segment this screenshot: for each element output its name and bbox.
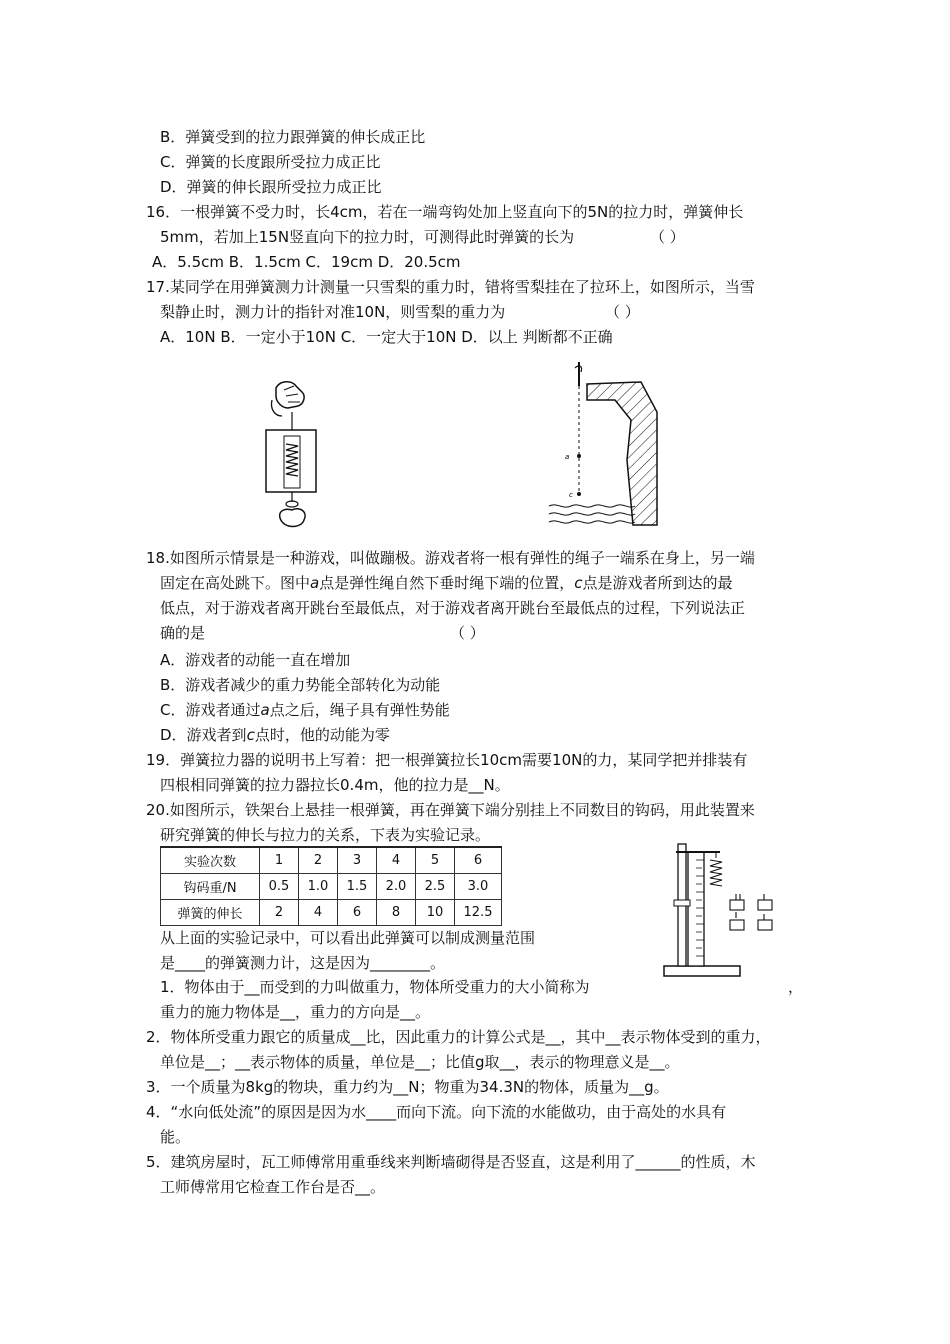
q18-option-a: A．游戏者的动能一直在增加 (160, 651, 351, 669)
fill-q5-line2: 工师傅常用它检查工作台是否__。 (160, 1178, 386, 1196)
q16-answer-bracket: （ ） (650, 228, 685, 246)
table-cell: 1.0 (299, 874, 338, 900)
q18-text-part3: 点是游戏者所到达的最 (582, 574, 733, 592)
table-cell: 0.5 (260, 874, 299, 900)
fill-q1-line1: 1．物体由于__而受到的力叫做重力，物体所受重力的大小简称为 (160, 978, 590, 996)
q20-stem-line2: 研究弹簧的伸长与拉力的关系，下表为实验记录。 (160, 826, 491, 844)
fill-q1-comma: ， (788, 978, 804, 996)
table-cell: 1.5 (338, 874, 377, 900)
q18-stem-line2 (160, 573, 733, 593)
table-cell: 5 (416, 847, 455, 874)
table-cell: 钩码重/N (161, 874, 260, 900)
fill-q2-line1: 2．物体所受重力跟它的质量成__比，因此重力的计算公式是__，其中__表示物体受到的重力， (146, 1028, 771, 1046)
table-row (161, 847, 502, 874)
iron-stand-spring-figure (660, 838, 785, 980)
q18-stem-line4: 确的是 (160, 624, 206, 642)
table-cell: 6 (455, 847, 502, 874)
q18-option-c (160, 700, 450, 720)
q20-conclusion-line2: 是____的弹簧测力计，这是因为________。 (160, 954, 446, 972)
bungee-jump-figure (545, 360, 665, 530)
q18-stem-line3: 低点，对于游戏者离开跳台至最低点，对于游戏者离开跳台至最低点的过程，下列说法正 (160, 599, 746, 617)
table-cell: 10 (416, 900, 455, 926)
table-cell: 2.5 (416, 874, 455, 900)
fill-q3: 3．一个质量为8kg的物块，重力约为__N；物重为34.3N的物体，质量为__g。 (146, 1078, 669, 1096)
fill-q4-line2: 能。 (160, 1128, 191, 1146)
q15-option-d: D．弹簧的伸长跟所受拉力成正比 (160, 178, 382, 196)
table-cell: 12.5 (455, 900, 502, 926)
table-cell: 实验次数 (161, 847, 260, 874)
table-cell: 6 (338, 900, 377, 926)
q18-c-part1: C．游戏者通过 (160, 701, 261, 719)
table-cell: 2 (299, 847, 338, 874)
fill-q5-line1: 5．建筑房屋时，瓦工师傅常用重垂线来判断墙砌得是否竖直，这是利用了______的性质，木 (146, 1153, 756, 1171)
q17-answer-bracket: （ ） (605, 303, 640, 321)
q18-d-point-c: c (246, 726, 255, 744)
q17-stem-line2: 梨静止时，测力计的指针对准10N，则雪梨的重力为 (160, 303, 506, 321)
q18-point-a: a (310, 574, 320, 592)
table-cell: 1 (260, 847, 299, 874)
q15-option-b: B．弹簧受到的拉力跟弹簧的伸长成正比 (160, 128, 426, 146)
fill-q4-line1: 4．“水向低处流”的原因是因为水____而向下流。向下流的水能做功，由于高处的水具有 (146, 1103, 727, 1121)
fill-q2-line2: 单位是__；__表示物体的质量，单位是__；比值g取__，表示的物理意义是__。 (160, 1053, 680, 1071)
q20-conclusion-line1: 从上面的实验记录中，可以看出此弹簧可以制成测量范围 (160, 929, 536, 947)
q18-c-point-a: a (260, 701, 270, 719)
q18-option-b: B．游戏者减少的重力势能全部转化为动能 (160, 676, 441, 694)
table-row (161, 900, 502, 926)
table-cell: 2 (260, 900, 299, 926)
q18-d-part2: 点时，他的动能为零 (254, 726, 390, 744)
table-cell: 3 (338, 847, 377, 874)
table-cell: 4 (299, 900, 338, 926)
q15-option-c: C．弹簧的长度跟所受拉力成正比 (160, 153, 381, 171)
q18-d-part1: D．游戏者到 (160, 726, 247, 744)
q16-options: A．5.5cm B．1.5cm C．19cm D．20.5cm (152, 253, 461, 271)
q17-options: A．10N B．一定小于10N C．一定大于10N D．以上 判断都不正确 (160, 328, 613, 346)
q19-stem-line2: 四根相同弹簧的拉力器拉长0.4m，他的拉力是__N。 (160, 776, 510, 794)
spring-scale-figure (262, 378, 322, 533)
q17-stem-line1: 17.某同学在用弹簧测力计测量一只雪梨的重力时，错将雪梨挂在了拉环上，如图所示，当雪 (146, 278, 755, 296)
q18-answer-bracket: （ ） (450, 624, 485, 642)
q18-c-part2: 点之后，绳子具有弹性势能 (269, 701, 450, 719)
table-cell: 4 (377, 847, 416, 874)
fill-q1-line2: 重力的施力物体是__，重力的方向是__。 (160, 1003, 431, 1021)
table-cell: 2.0 (377, 874, 416, 900)
q19-stem-line1: 19．弹簧拉力器的说明书上写着：把一根弹簧拉长10cm需要10N的力，某同学把并排装有 (146, 751, 748, 769)
bungee-point-c-label: c (569, 491, 573, 499)
q20-stem-line1: 20.如图所示，铁架台上悬挂一根弹簧，再在弹簧下端分别挂上不同数目的钩码，用此装置来 (146, 801, 755, 819)
table-cell: 8 (377, 900, 416, 926)
experiment-record-table (160, 846, 502, 926)
q18-option-d (160, 725, 390, 745)
q16-stem-line1: 16．一根弹簧不受力时，长4cm，若在一端弯钩处加上竖直向下的5N的拉力时，弹簧伸长 (146, 203, 744, 221)
q18-text-part1: 固定在高处跳下。图中 (160, 574, 311, 592)
table-cell: 3.0 (455, 874, 502, 900)
table-row (161, 874, 502, 900)
q18-point-c: c (574, 574, 583, 592)
table-cell: 弹簧的伸长 (161, 900, 260, 926)
q18-stem-line1: 18.如图所示情景是一种游戏，叫做蹦极。游戏者将一根有弹性的绳子一端系在身上，另一端 (146, 549, 755, 567)
q18-text-part2: 点是弹性绳自然下垂时绳下端的位置， (319, 574, 575, 592)
q16-stem-line2: 5mm，若加上15N竖直向下的拉力时，可测得此时弹簧的长为 (160, 228, 575, 246)
bungee-point-a-label: a (565, 453, 570, 461)
